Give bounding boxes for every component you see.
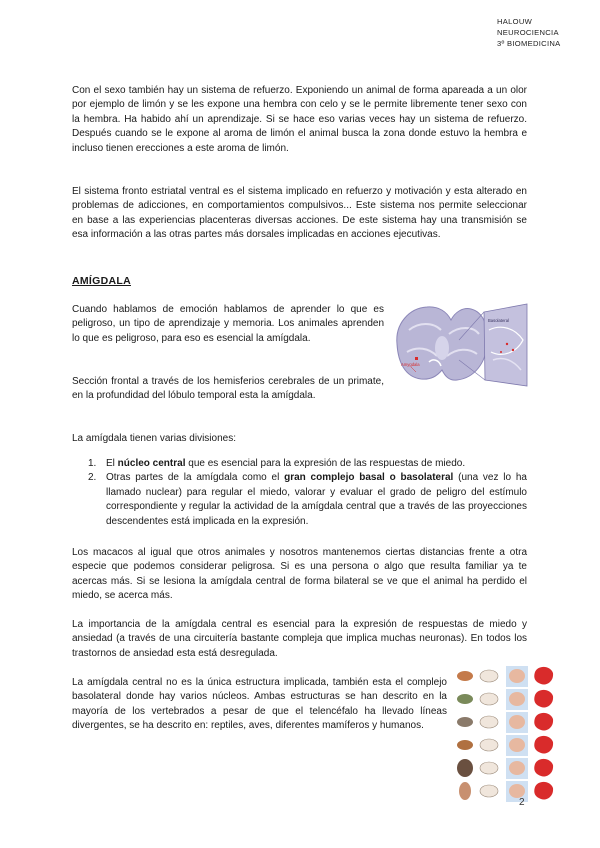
list-text: que es esencial para la expresión de las respuestas de miedo. <box>185 458 466 469</box>
basolateral-label: Basolateral <box>488 318 509 323</box>
paragraph-vertebrates: La amígdala central no es la única estructura implicada, también esta el complejo basolateral donde hay varios núcleos. Ambas estructuras se han descrito en la mayoría de los vertebrados a pesar de que el telencéfalo ha llevado líneas divergentes, se ha descrito en: reptiles, aves, diferentes mamíferos y humanos. <box>72 677 447 732</box>
animal-silhouette-icon <box>457 759 473 777</box>
animal-silhouette-icon <box>459 782 471 800</box>
animal-silhouette-icon <box>457 740 473 750</box>
paragraph-macaques: Los macacos al igual que otros animales y nosotros mantenemos ciertas distancias frente a otra especie que podemos considerar peligrosa. Si es una persona o algo que resulta familiar ya te acercas más. Si se lesiona la amígdala central de forma bilateral se ve que el animal ha perdido el miedo, se acerca más. <box>72 547 527 602</box>
section-tissue <box>509 669 525 683</box>
section-tissue <box>509 761 525 775</box>
brain-sketch <box>480 762 498 774</box>
header-course: 3º BIOMEDICINA <box>497 39 561 48</box>
paragraph-anxiety: La importancia de la amígdala central es esencial para la expresión de respuestas de miedo y ansiedad (a través de una circuitería bastante compleja que implica muchas neuronas). En todos los trastornos de ansiedad esta está desregulada. <box>72 619 527 659</box>
list-text: Otras partes de la amígdala como el <box>106 472 285 484</box>
section-tissue <box>509 692 525 706</box>
section-tissue <box>509 738 525 752</box>
animal-silhouette-icon <box>457 671 473 681</box>
brain-sketch <box>480 739 498 751</box>
paragraph-sex-reinforcement: Con el sexo también hay un sistema de refuerzo. Exponiendo un animal de forma apareada a un olor por ejemplo de limón y se les expone una hembra con celo y se le permite libremente tener sexo con la hembra. Ha habido ahí un aprendizaje. Si se hace eso varias veces hay un sistema de refuerzo. Después cuando se le expone al aroma de limón el animal busca la zona donde estuvo la hembra e incluso tienen erecciones a este aroma de limón. <box>72 85 527 154</box>
list-text: (una vez lo ha llamado nuclear) para regular el miedo, valorar y evaluar el grado de peligro del estímulo correspondiente y regular la actividad de la amígdala central que a través de las proyecciones descendentes está implicada en la expresión. <box>106 472 527 527</box>
list-item <box>72 471 527 529</box>
brain-sketch <box>480 670 498 682</box>
list-text: El <box>106 458 118 469</box>
page-number: 2 <box>519 797 525 808</box>
amygdala-divisions-list <box>72 457 527 529</box>
header-subject: NEUROCIENCIA <box>497 28 559 37</box>
animal-silhouette-icon <box>457 694 473 704</box>
paragraph-frontostriatal: El sistema fronto estriatal ventral es el sistema implicado en refuerzo y motivación y esta alterado en problemas de adicciones, en comportamientos compulsivos... Este sistema nos permite seleccionar en base a las experiencias placenteras diversas acciones. De este sistema hay una transmisión se esa información a las otras partes más dorsales implicadas en acciones ejecutivas. <box>72 186 527 241</box>
brain-sketch <box>480 716 498 728</box>
section-tissue <box>509 715 525 729</box>
list-number: 1. <box>88 458 97 469</box>
section-heading-amygdala: AMÍGDALA <box>72 275 131 287</box>
animal-silhouette-icon <box>457 717 473 727</box>
paragraph-emotion-learning: Cuando hablamos de emoción hablamos de aprender lo que es peligroso, un tipo de aprendizaje y memoria. Los animales aprenden lo que es peligroso, para eso es esencial la amígdala. <box>72 304 384 344</box>
paragraph-frontal-section: Sección frontal a través de los hemisferios cerebrales de un primate, en la profundidad del lóbulo temporal esta la amígdala. <box>72 376 384 402</box>
list-item <box>72 457 527 471</box>
header-author: HALOUW <box>497 17 533 26</box>
amygdala-marker <box>415 357 418 360</box>
page-header <box>497 16 561 49</box>
list-bold-term: núcleo central <box>117 458 186 469</box>
brain-sketch <box>480 785 498 797</box>
brain-sketch <box>480 693 498 705</box>
amygdala-label: Amygdala <box>401 362 420 367</box>
list-bold-term: gran complejo basal o basolateral <box>284 472 454 484</box>
brain-section-figure <box>389 300 529 388</box>
vertebrate-amygdala-figure <box>456 665 558 803</box>
paragraph-divisions-intro: La amígdala tienen varias divisiones: <box>72 433 236 444</box>
list-number: 2. <box>88 472 97 484</box>
section-tissue <box>509 784 525 798</box>
